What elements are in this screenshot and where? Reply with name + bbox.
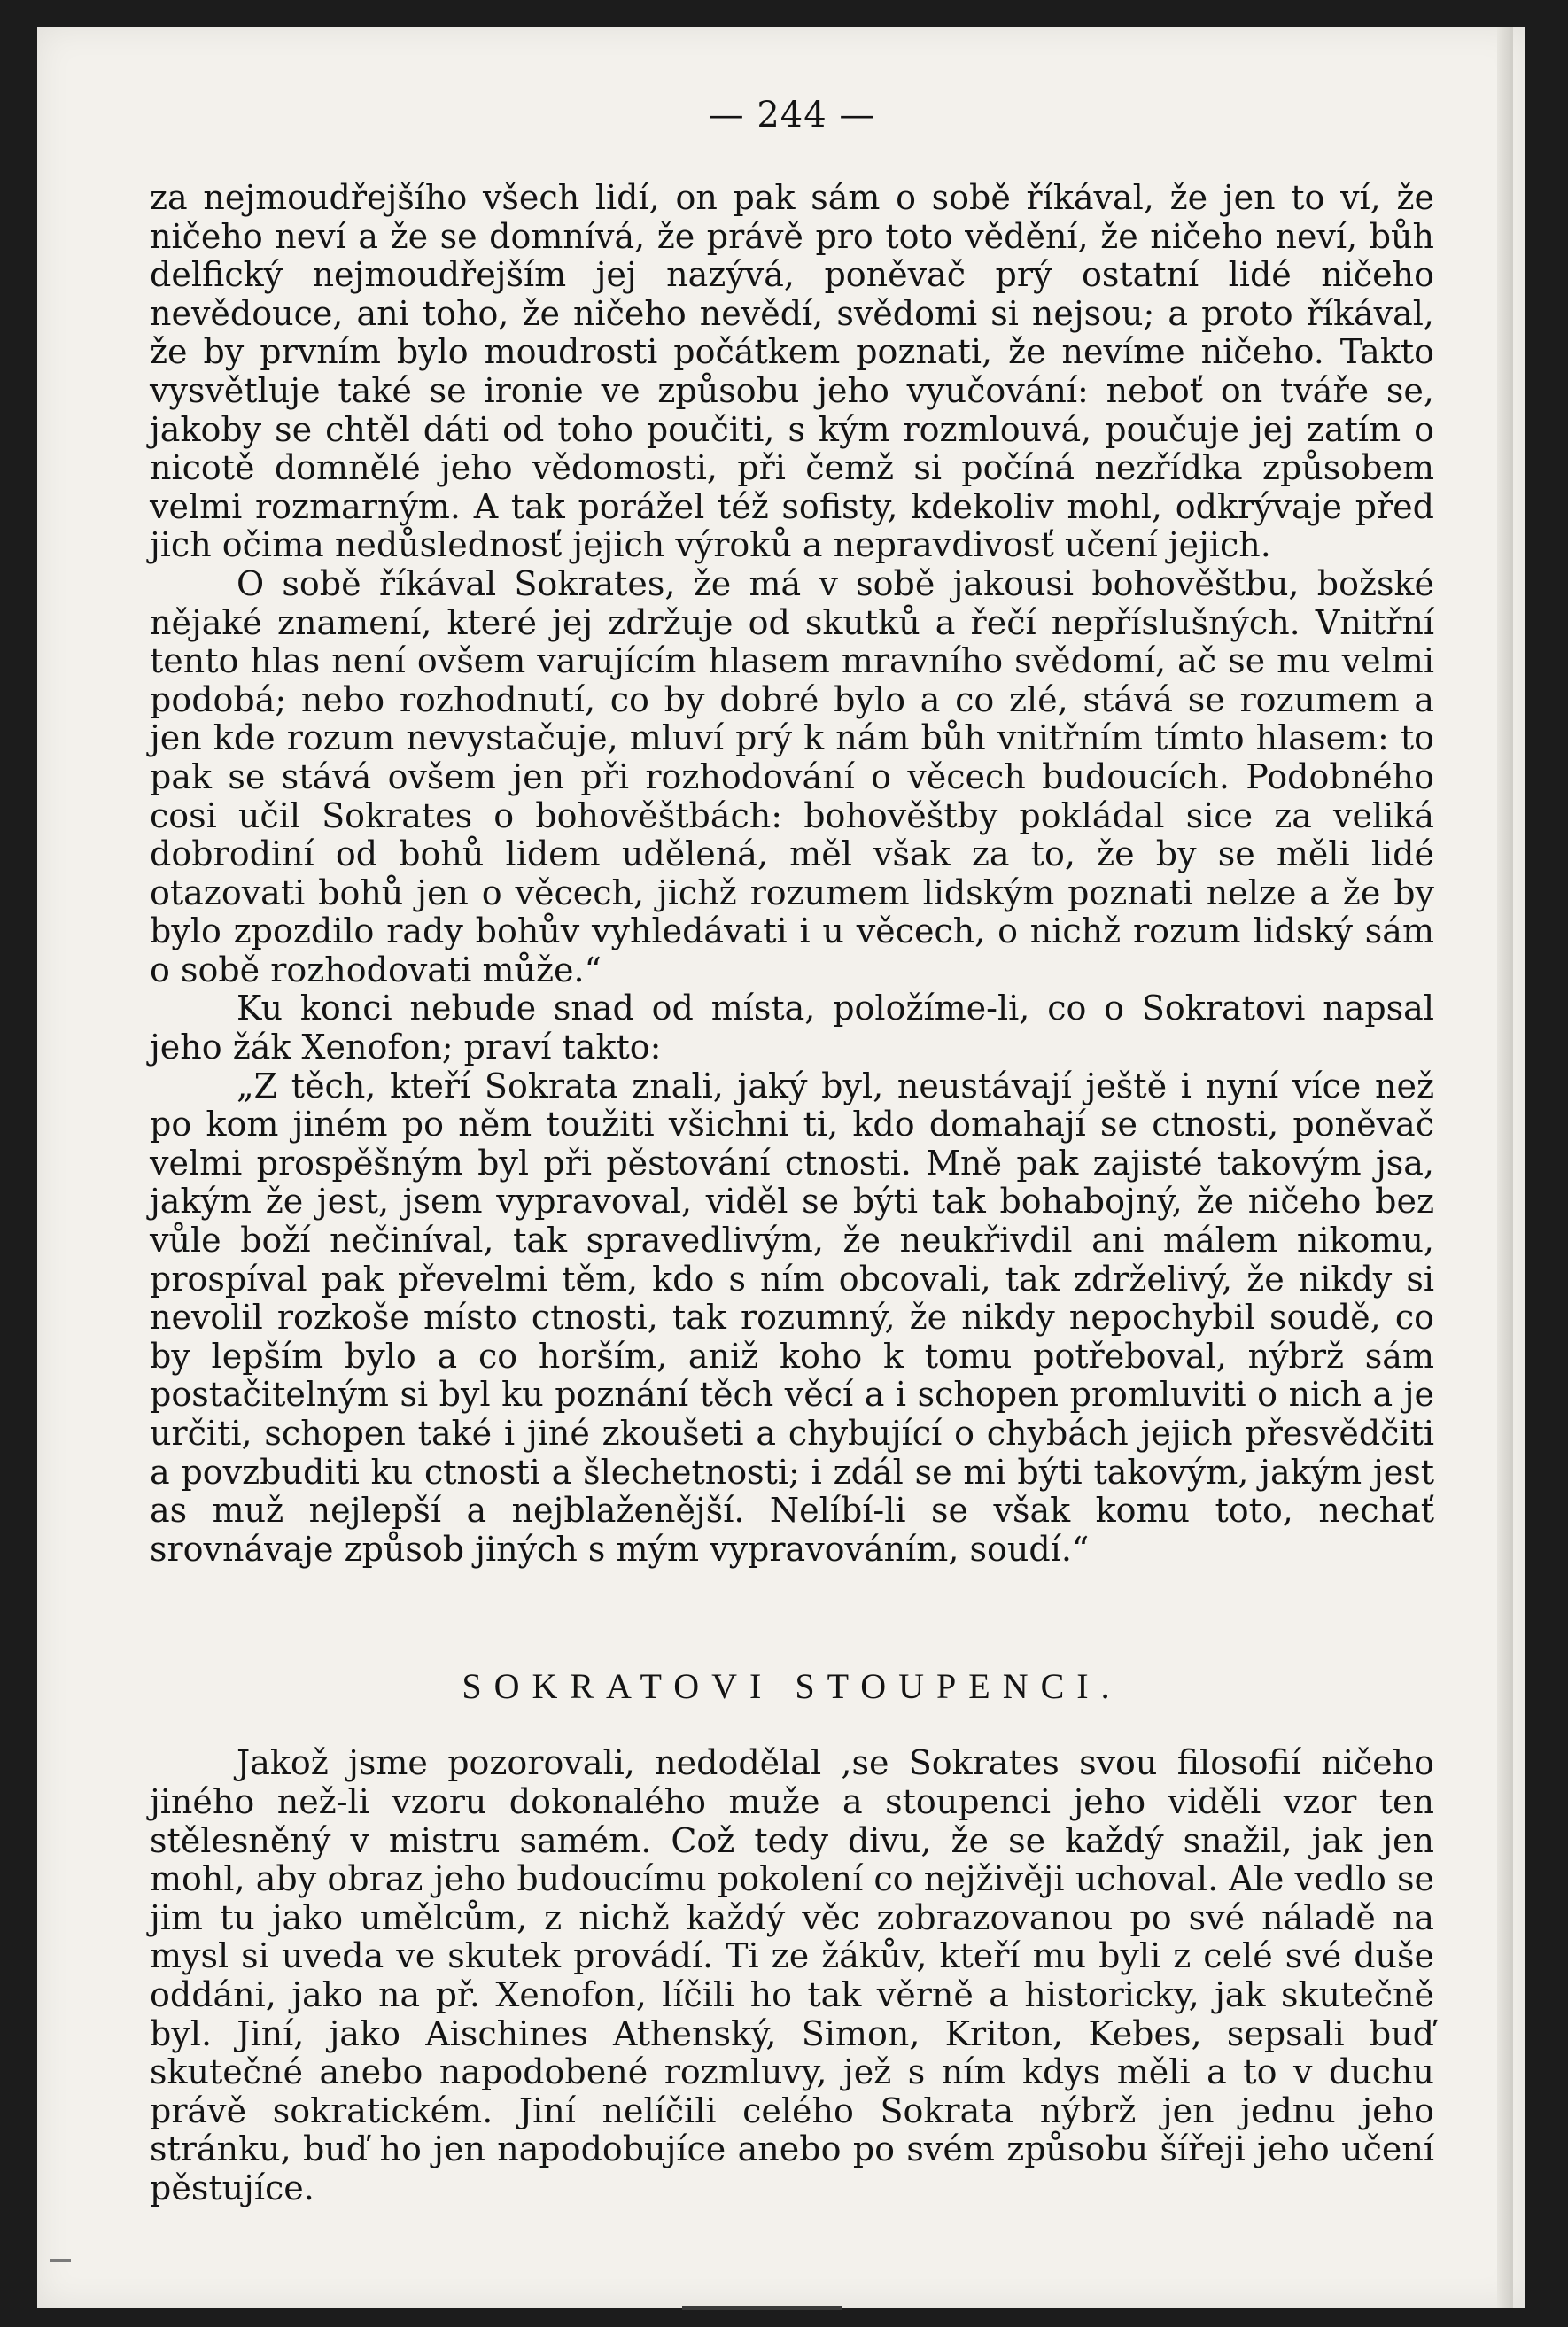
page-edge-shadow (1497, 27, 1513, 2308)
section-heading: SOKRATOVI STOUPENCI. (462, 1666, 1122, 1707)
paragraph-1: za nejmoudřejšího všech lidí, on pak sám o sobě říkával, že jen to ví, že ničeho neví a že se domnívá, že právě pro toto vědění, že ničeho neví, bůh delfický nejmoudřejším jej nazývá, poněvač prý ostatní lidé ničeho nevědouce, ani toho, že ničeho nevědí, svědomi si nejsou; a proto říkával, že by prvním bylo moudrosti počátkem poznati, že nevíme ničeho. Takto vysvětluje také se ironie ve způsobu jeho vyučování: neboť on tváře se, jakoby se chtěl dáti od toho poučiti, s kým rozmlouvá, poučuje jej zatím o nicotě domnělé jeho vědomosti, při čemž si počíná nezřídka způsobem velmi rozmarným. A tak porážel též sofisty, kdekoliv mohl, odkrývaje před jich očima nedůslednosť jejich výroků a nepravdivosť učení jejich. (150, 178, 1434, 565)
scan-bottom-mark (682, 2306, 842, 2310)
paragraph-2: O sobě říkával Sokrates, že má v sobě jakousi bohověštbu, božské nějaké znamení, které jej zdržuje od skutků a řečí nepříslušných. Vnitřní tento hlas není ovšem varujícím hlasem mravního svědomí, ač se mu velmi podobá; nebo rozhodnutí, co by dobré bylo a co zlé, stává se rozumem a jen kde rozum nevystačuje, mluví prý k nám bůh vnitřním tímto hlasem: to pak se stává ovšem jen při rozhodování o věcech budoucích. Podobného cosi učil Sokrates o bohověštbách: bohověštby pokládal sice za veliká dobrodiní od bohů lidem udělená, měl však za to, že by se měli lidé otazovati bohů jen o věcech, jichž rozumem lidským poznati nelze a že by bylo zpozdilo rady bohův vyhledávati i u věcech, o nichž rozum lidský sám o sobě rozhodovati může.“ (150, 563, 1434, 989)
paragraph-3: Ku konci nebude snad od místa, položíme-li, co o Sokratovi napsal jeho žák Xenofon; praví takto: (150, 989, 1434, 1067)
scan-smudge-mark (50, 2259, 71, 2262)
book-page (37, 27, 1525, 2308)
section-paragraph-1: Jakož jsme pozorovali, nedodělal ,se Sokrates svou filosofií ničeho jiného než-li vzoru dokonalého muže a stoupenci jeho viděli vzor ten stělesněný v mistru samém. Což tedy divu, že se každý snažil, jak jen mohl, aby obraz jeho budoucímu pokolení co nejživěji uchoval. Ale vedlo se jim tu jako umělcům, z nichž každý věc zobrazovanou po své náladě na mysl si uveda ve skutek provádí. Ti ze žákův, kteří mu byli z celé své duše oddáni, jako na př. Xenofon, líčili ho tak věrně a historicky, jak skutečně byl. Jiní, jako Aischines Athenský, Simon, Kriton, Kebes, sepsali buď skutečné anebo napodobené rozmluvy, jež s ním kdys měli a to v duchu právě sokratickém. Jiní nelíčili celého Sokrata nýbrž jen jednu jeho stránku, buď ho jen napodobujíce anebo po svém způsobu šířeji jeho učení pěstujíce. (150, 1743, 1434, 2207)
page-number: — 244 — (708, 95, 876, 136)
text-column (150, 89, 1434, 2208)
paragraph-4-quote: „Z těch, kteří Sokrata znali, jaký byl, neustávají ještě i nyní více než po kom jiném po něm toužiti všichni ti, kdo domahají se ctnosti, poněvač velmi prospěšným byl při pěstování ctnosti. Mně pak zajisté takovým jsa, jakým že jest, jsem vypravoval, viděl se býti tak bohabojný, že ničeho bez vůle boží nečiníval, tak spravedlivým, že neukřivdil ani málem nikomu, prospíval pak převelmi těm, kdo s ním obcovali, tak zdrželivý, že nikdy si nevolil rozkoše místo ctnosti, tak rozumný, že nikdy nepochybil soudě, co by lepším bylo a co horším, aniž koho k tomu potřeboval, nýbrž sám postačitelným si byl ku poznání těch věcí a i schopen promluviti o nich a je určiti, schopen také i jiné zkoušeti a chybující o chybách jejich přesvědčiti a povzbuditi ku ctnosti a šlechetnosti; i zdál se mi býti takovým, jakým jest as muž nejlepší a nejblaženější. Nelíbí-li se však komu toto, nechať srovnávaje způsob jiných s mým vypravováním, soudí.“ (150, 1066, 1434, 1569)
